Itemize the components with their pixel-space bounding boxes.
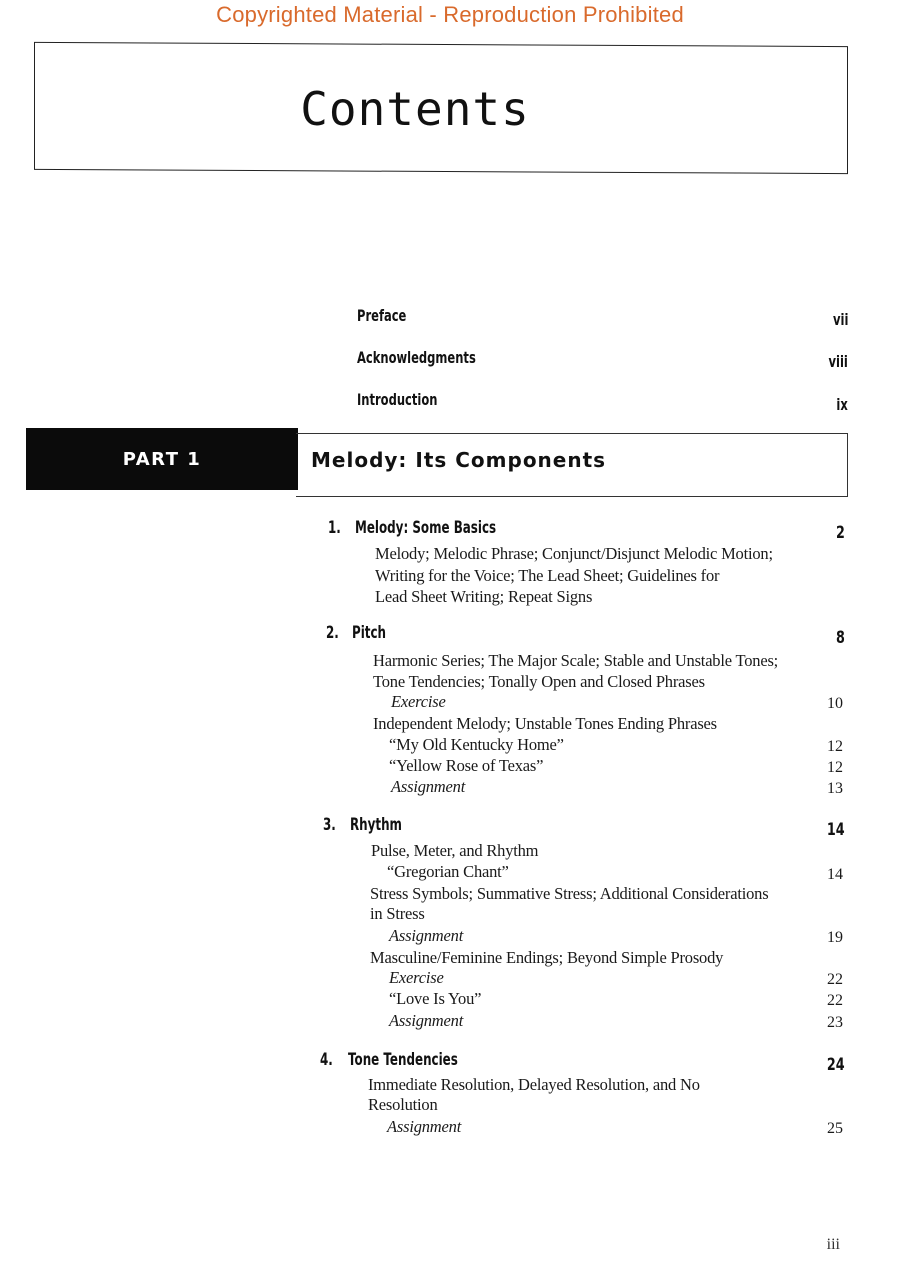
toc-entry: “Gregorian Chant” bbox=[387, 862, 509, 881]
part-label: PART 1 bbox=[122, 449, 202, 470]
entry-page: 22 bbox=[827, 992, 843, 1009]
entry-page: 12 bbox=[827, 738, 843, 755]
page-folio: iii bbox=[826, 1236, 840, 1253]
page-title: Contents bbox=[300, 82, 530, 136]
toc-acknowledgments-label: Acknowledgments bbox=[357, 348, 476, 367]
toc-entry: Resolution bbox=[368, 1095, 438, 1114]
toc-acknowledgments-page: viii bbox=[828, 352, 848, 371]
toc-entry: Assignment bbox=[391, 777, 466, 796]
entry-page: 10 bbox=[827, 695, 843, 712]
toc-entry: Stress Symbols; Summative Stress; Additional Considerations bbox=[370, 884, 769, 903]
toc-entry: Masculine/Feminine Endings; Beyond Simple Prosody bbox=[370, 948, 724, 967]
entry-page: 19 bbox=[827, 929, 843, 946]
entry-page: 14 bbox=[827, 866, 843, 883]
toc-introduction-label: Introduction bbox=[357, 390, 438, 409]
toc-entry: Pulse, Meter, and Rhythm bbox=[371, 841, 539, 860]
part-title: Melody: Its Components bbox=[311, 448, 607, 472]
toc-entry: “Love Is You” bbox=[389, 989, 482, 1008]
chapter-number: 4. bbox=[320, 1050, 333, 1070]
toc-preface-label: Preface bbox=[357, 306, 407, 325]
chapter-title: Pitch bbox=[352, 623, 387, 643]
toc-entry: Assignment bbox=[387, 1117, 462, 1136]
toc-entry: Writing for the Voice; The Lead Sheet; Guidelines for bbox=[375, 566, 720, 585]
toc-entry: “My Old Kentucky Home” bbox=[389, 735, 564, 754]
toc-entry: Melody; Melodic Phrase; Conjunct/Disjunct Melodic Motion; bbox=[375, 544, 773, 563]
toc-introduction-page: ix bbox=[836, 395, 848, 414]
toc-entry: Tone Tendencies; Tonally Open and Closed Phrases bbox=[373, 672, 705, 691]
toc-entry: “Yellow Rose of Texas” bbox=[389, 756, 544, 775]
entry-page: 25 bbox=[827, 1120, 843, 1137]
toc-entry: in Stress bbox=[370, 904, 425, 923]
chapter-number: 3. bbox=[323, 815, 336, 835]
chapter-page: 14 bbox=[827, 820, 845, 840]
toc-entry: Independent Melody; Unstable Tones Ending Phrases bbox=[373, 714, 717, 733]
toc-entry: Assignment bbox=[389, 1011, 464, 1030]
toc-entry: Assignment bbox=[389, 926, 464, 945]
toc-entry: Immediate Resolution, Delayed Resolution, and No bbox=[368, 1075, 700, 1094]
chapter-number: 2. bbox=[326, 623, 339, 643]
entry-page: 13 bbox=[827, 780, 843, 797]
copyright-watermark: Copyrighted Material - Reproduction Prohibited bbox=[216, 2, 684, 27]
chapter-number: 1. bbox=[328, 518, 341, 538]
chapter-title: Melody: Some Basics bbox=[355, 518, 497, 538]
entry-page: 12 bbox=[827, 759, 843, 776]
entry-page: 22 bbox=[827, 971, 843, 988]
toc-entry: Exercise bbox=[389, 968, 444, 987]
chapter-title: Tone Tendencies bbox=[348, 1050, 458, 1070]
chapter-page: 2 bbox=[836, 523, 845, 543]
toc-entry: Lead Sheet Writing; Repeat Signs bbox=[375, 587, 593, 606]
toc-entry: Exercise bbox=[391, 692, 446, 711]
chapter-title: Rhythm bbox=[350, 815, 402, 835]
chapter-page: 8 bbox=[836, 628, 845, 648]
toc-entry: Harmonic Series; The Major Scale; Stable and Unstable Tones; bbox=[373, 651, 779, 670]
toc-preface-page: vii bbox=[832, 310, 848, 329]
entry-page: 23 bbox=[827, 1014, 843, 1031]
chapter-page: 24 bbox=[827, 1055, 845, 1075]
